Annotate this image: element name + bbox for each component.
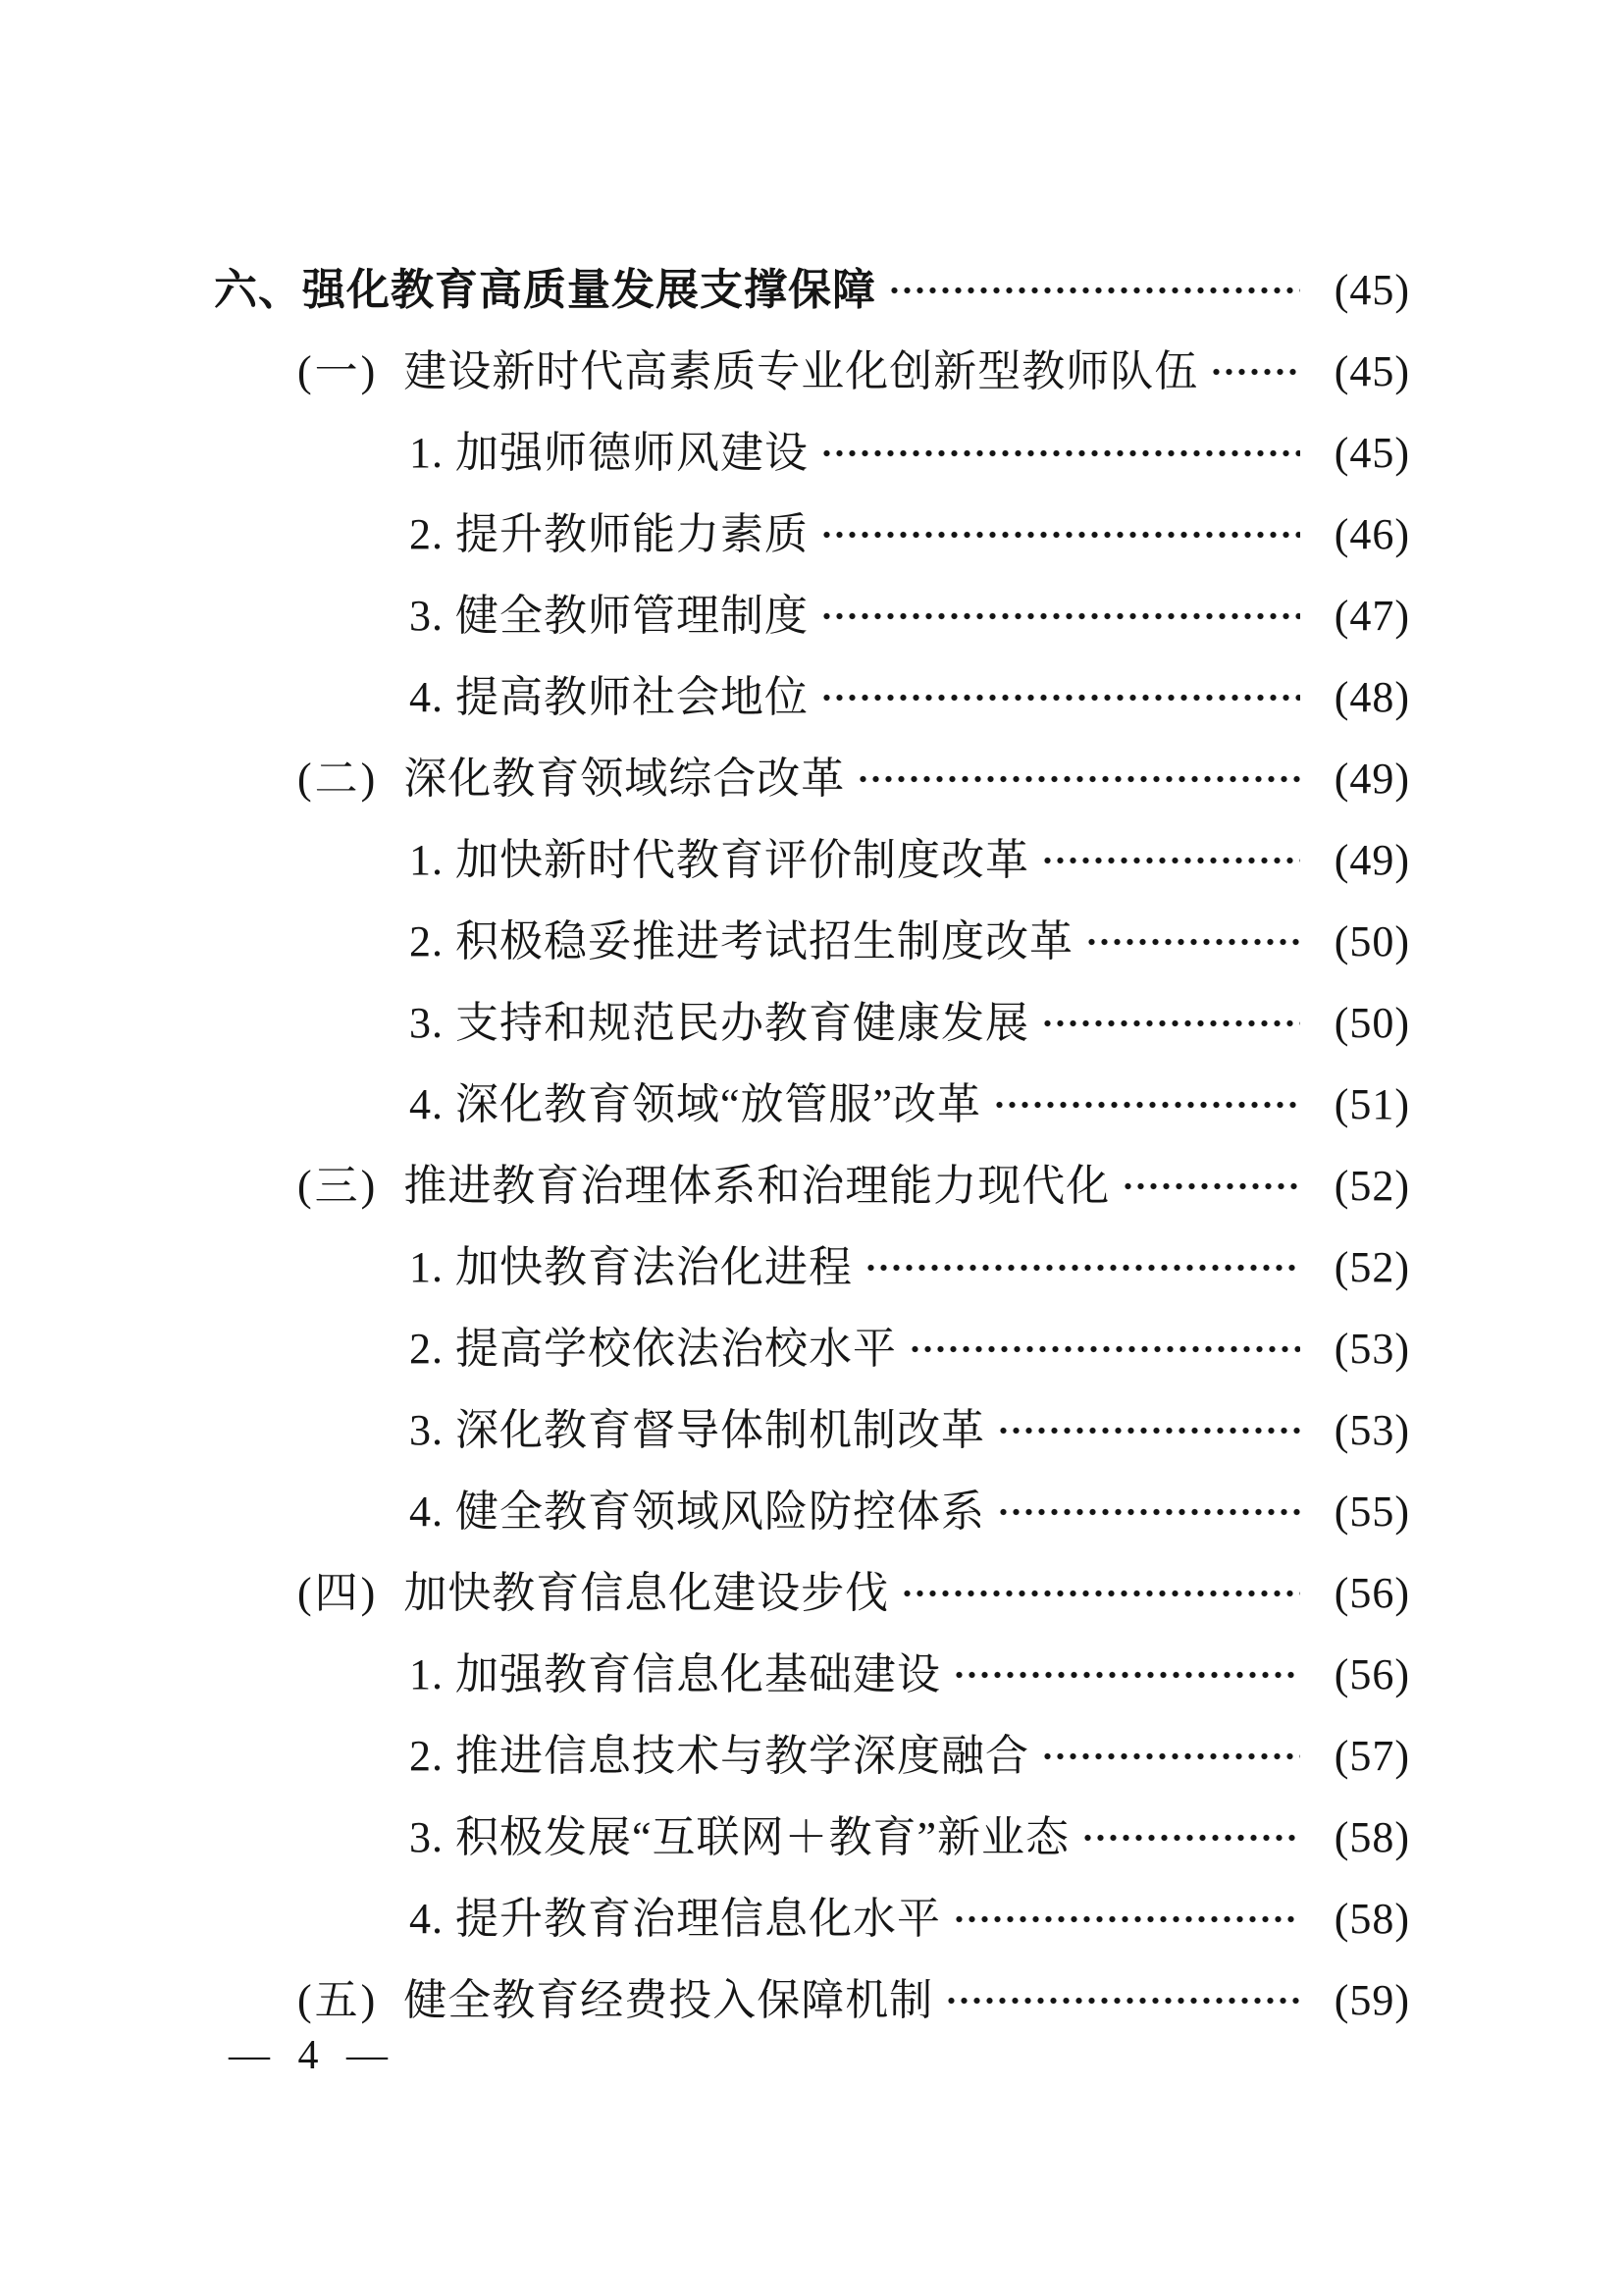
toc-entry-title: 提高学校依法治校水平 (455, 1324, 897, 1373)
toc-entry-title: 提高教师社会地位 (455, 672, 809, 721)
dot-leader (820, 609, 1300, 623)
toc-row (214, 1471, 1410, 1552)
toc-row (214, 819, 1410, 901)
toc-entry-page-number: (52) (1334, 1161, 1410, 1210)
toc-entry-label: 1. (409, 428, 444, 477)
toc-entry-title: 加快教育信息化建设步伐 (403, 1568, 890, 1617)
toc-entry-label: 4. (409, 1487, 444, 1536)
toc-entry-title: 支持和规范民办教育健康发展 (455, 998, 1029, 1047)
toc-entry-page-number: (53) (1334, 1324, 1410, 1373)
toc-row (214, 1145, 1410, 1226)
dot-leader (997, 1505, 1300, 1519)
toc-entry-page-number: (45) (1334, 265, 1410, 314)
toc-entry-title: 推进信息技术与教学深度融合 (455, 1731, 1029, 1780)
toc-entry-title: 强化教育高质量发展支撑保障 (302, 265, 876, 314)
dot-leader (997, 1424, 1300, 1437)
dot-leader (1085, 935, 1300, 949)
toc-entry-label: 3. (409, 1405, 444, 1454)
toc-entry-page-number: (56) (1334, 1568, 1410, 1617)
dot-leader (888, 284, 1300, 297)
toc-row (214, 331, 1410, 412)
toc-entry-page-number: (58) (1334, 1812, 1410, 1861)
toc-row (214, 1715, 1410, 1797)
toc-entry-page-number: (46) (1334, 509, 1410, 558)
toc-row (214, 1226, 1410, 1308)
toc-row (214, 1389, 1410, 1471)
toc-entry-label: 4. (409, 672, 444, 721)
toc-entry-title: 健全教育领域风险防控体系 (455, 1487, 985, 1536)
toc-entry-title: 加快教育法治化进程 (455, 1242, 853, 1291)
footer-page-label: — 4 — (229, 2033, 389, 2078)
toc-entry-label: 3. (409, 1812, 444, 1861)
toc-row (214, 249, 1410, 331)
toc-entry-title: 提升教师能力素质 (455, 509, 809, 558)
dot-leader (909, 1342, 1300, 1356)
dot-leader (864, 1261, 1300, 1275)
toc-entry-title: 加强教育信息化基础建设 (455, 1649, 941, 1698)
toc-row (214, 901, 1410, 982)
toc-entry-page-number: (57) (1334, 1731, 1410, 1780)
toc-row (214, 412, 1410, 494)
toc-entry-page-number: (56) (1334, 1649, 1410, 1698)
toc-entry-label: 2. (409, 916, 444, 965)
toc-entry-page-number: (50) (1334, 998, 1410, 1047)
dot-leader (820, 528, 1300, 542)
toc-entry-title: 积极稳妥推进考试招生制度改革 (455, 916, 1074, 965)
toc-entry-page-number: (45) (1334, 428, 1410, 477)
toc-entry-label: 2. (409, 509, 444, 558)
toc-row (214, 982, 1410, 1064)
dot-leader (1041, 1017, 1300, 1030)
toc-entry-page-number: (45) (1334, 346, 1410, 395)
toc-entry-title: 建设新时代高素质专业化创新型教师队伍 (403, 346, 1199, 395)
toc-row (214, 1959, 1410, 2041)
toc-entry-page-number: (49) (1334, 835, 1410, 884)
dot-leader (857, 772, 1300, 786)
dot-leader (1122, 1179, 1300, 1193)
toc-entry-label: 1. (409, 835, 444, 884)
page-number-footer (229, 2035, 389, 2076)
toc-entry-label: 1. (409, 1242, 444, 1291)
toc-entry-label: (四) (297, 1568, 379, 1617)
toc-entry-title: 深化教育督导体制机制改革 (455, 1405, 985, 1454)
toc-entry-page-number: (58) (1334, 1894, 1410, 1943)
toc-entry-title: 健全教育经费投入保障机制 (403, 1975, 934, 2024)
dot-leader (1041, 1749, 1300, 1763)
dot-leader (820, 446, 1300, 460)
table-of-contents (214, 249, 1410, 2041)
toc-entry-page-number: (52) (1334, 1242, 1410, 1291)
toc-entry-title: 加快新时代教育评价制度改革 (455, 835, 1029, 884)
dot-leader (993, 1098, 1300, 1112)
toc-entry-label: 六、 (214, 265, 302, 314)
dot-leader (953, 1912, 1300, 1926)
toc-entry-title: 加强师德师风建设 (455, 428, 809, 477)
toc-entry-page-number: (59) (1334, 1975, 1410, 2024)
toc-entry-title: 健全教师管理制度 (455, 591, 809, 640)
toc-entry-title: 积极发展“互联网＋教育”新业态 (455, 1812, 1071, 1861)
toc-entry-label: (三) (297, 1161, 379, 1210)
toc-entry-title: 深化教育领域综合改革 (403, 754, 846, 803)
dot-leader (945, 1994, 1300, 2008)
toc-row (214, 1308, 1410, 1389)
toc-entry-page-number: (47) (1334, 591, 1410, 640)
toc-entry-page-number: (48) (1334, 672, 1410, 721)
dot-leader (1210, 365, 1300, 379)
toc-entry-label: (二) (297, 754, 379, 803)
toc-entry-label: 3. (409, 998, 444, 1047)
toc-row (214, 738, 1410, 819)
toc-row (214, 1634, 1410, 1715)
toc-row (214, 1552, 1410, 1634)
toc-entry-label: (一) (297, 346, 379, 395)
toc-entry-page-number: (53) (1334, 1405, 1410, 1454)
toc-entry-page-number: (50) (1334, 916, 1410, 965)
toc-entry-label: 4. (409, 1894, 444, 1943)
toc-entry-label: 4. (409, 1079, 444, 1128)
toc-row (214, 1064, 1410, 1145)
toc-entry-page-number: (49) (1334, 754, 1410, 803)
toc-row (214, 494, 1410, 575)
toc-row (214, 656, 1410, 738)
toc-entry-label: 3. (409, 591, 444, 640)
toc-entry-label: 1. (409, 1649, 444, 1698)
toc-entry-label: 2. (409, 1324, 444, 1373)
toc-entry-page-number: (55) (1334, 1487, 1410, 1536)
dot-leader (1081, 1831, 1300, 1845)
toc-entry-title: 深化教育领域“放管服”改革 (455, 1079, 982, 1128)
toc-entry-title: 提升教育治理信息化水平 (455, 1894, 941, 1943)
dot-leader (820, 691, 1300, 704)
dot-leader (1041, 854, 1300, 867)
toc-row (214, 1797, 1410, 1878)
toc-entry-title: 推进教育治理体系和治理能力现代化 (403, 1161, 1111, 1210)
dot-leader (953, 1668, 1300, 1682)
dot-leader (901, 1587, 1300, 1600)
toc-entry-page-number: (51) (1334, 1079, 1410, 1128)
toc-entry-label: (五) (297, 1975, 379, 2024)
toc-row (214, 575, 1410, 656)
toc-row (214, 1878, 1410, 1959)
toc-entry-label: 2. (409, 1731, 444, 1780)
